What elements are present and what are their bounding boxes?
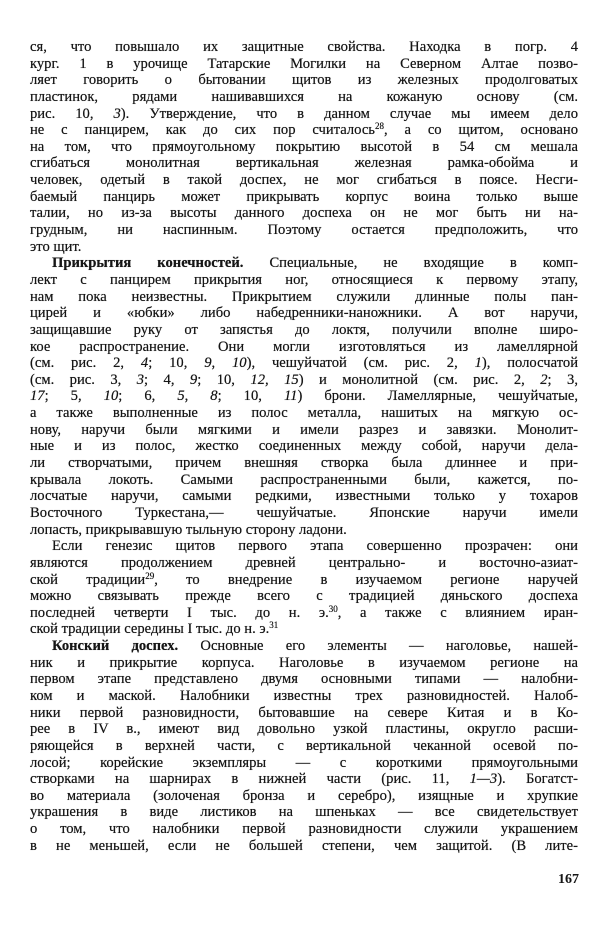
figure-ref: 3 <box>113 105 121 122</box>
figure-ref: 3 <box>136 371 145 388</box>
page-number: 167 <box>558 872 579 887</box>
text-run: ; 3, <box>547 371 578 388</box>
text-run: ные и из полос, жестко соединенных между собой, наручи дела- <box>30 438 578 455</box>
text-run: а также выполненные из полос металла, нашитых на мягкую ос- <box>30 405 578 422</box>
text-run: рее в IV в., имеют вид довольно узкой пластины, округло расши- <box>30 721 578 738</box>
text-line <box>30 555 578 572</box>
text-run: последней четверти I тыс. до н. э. <box>30 604 329 621</box>
text-line <box>30 388 578 405</box>
text-run: ; 10, <box>197 371 251 388</box>
footnote-ref: 30 <box>328 603 338 614</box>
text-line <box>30 39 578 56</box>
text-line <box>30 688 578 705</box>
text-run: ; 10, <box>148 355 205 372</box>
text-run: крывала локоть. Самыми распространенными были, кажется, по- <box>30 471 578 488</box>
text-run: в не меньшей, если не большей степени, чем защитой. (В лите- <box>30 837 578 854</box>
text-run: ) брони. Ламеллярные, чешуйчатые, <box>297 388 579 405</box>
text-line <box>30 505 578 522</box>
text-line <box>30 422 578 439</box>
text-run: , <box>184 388 211 405</box>
paragraph <box>30 255 578 538</box>
text-run: Восточного Туркестана,— чешуйчатые. Японские наручи имели <box>30 504 578 521</box>
text-line <box>30 804 578 821</box>
text-line <box>30 355 578 372</box>
text-run: створками на шарнирах в нижней части (рис. 11, <box>30 771 470 788</box>
figure-ref: 12, 15 <box>250 371 299 388</box>
text-line <box>30 838 578 855</box>
text-line <box>30 821 578 838</box>
text-line <box>30 755 578 772</box>
text-run: ), полосчатой <box>481 355 579 372</box>
text-run: талии, но из-за высоты данного доспеха он не мог быть ни на- <box>30 205 578 222</box>
text-line <box>30 438 578 455</box>
text-line <box>30 289 578 306</box>
text-run: сгибаться монолитная вертикальная железная рамка-обойма и <box>30 155 578 172</box>
text-line <box>30 239 578 256</box>
text-line <box>30 605 578 622</box>
text-line <box>30 322 578 339</box>
text-run: ; 10, <box>217 388 284 405</box>
text-run: ряющейся в верхней части, с вертикальной чеканной осевой по- <box>30 737 578 754</box>
text-run: Если генезис щитов первого этапа совершенно прозрачен: они <box>52 538 578 555</box>
figure-ref: 9 <box>189 371 198 388</box>
text-run: рис. 10, <box>30 105 114 122</box>
text-run: ской традиции середины I тыс. до н. э. <box>30 621 270 638</box>
text-run: на том, что прямоугольному покрытию высотой в 54 см мешала <box>30 138 578 155</box>
text-line <box>30 405 578 422</box>
figure-ref: 4 <box>140 355 149 372</box>
text-run: кург. 1 в урочище Татарские Могилки на Северном Алтае позво- <box>30 55 578 72</box>
text-run: (см. рис. 2, <box>30 355 141 372</box>
text-run: ся, что повышало их защитные свойства. Находка в погр. 4 <box>30 39 578 55</box>
text-line <box>30 339 578 356</box>
text-run: лосчатые наручи, самыми редкими, известными только у тохаров <box>30 488 578 505</box>
figure-ref: 10 <box>103 388 119 405</box>
figure-ref: 1 <box>474 355 482 372</box>
text-run: нову, наручи были мягкими и имели разрез и завязки. Монолит- <box>30 421 578 438</box>
text-line <box>30 155 578 172</box>
text-run: можно связывать прежде всего с традицией дяньского доспеха <box>30 588 578 605</box>
text-run: , <box>211 355 232 372</box>
text-line <box>30 638 578 655</box>
text-line <box>30 305 578 322</box>
text-line <box>30 538 578 555</box>
text-line <box>30 771 578 788</box>
figure-ref: 11 <box>283 388 298 405</box>
text-run: ) и монолитной (см. рис. 2, <box>298 371 541 388</box>
text-line <box>30 488 578 505</box>
paragraph <box>30 39 578 255</box>
text-line <box>30 788 578 805</box>
text-run: ; 5, <box>44 388 104 405</box>
text-run: ). Богатст- <box>497 771 578 788</box>
text-run: человек, одетый в такой доспех, не мог сгибаться в поясе. Несги- <box>30 172 578 189</box>
text-run: ). Утверждение, что в данном случае мы имеем дело <box>120 105 578 122</box>
footnote-ref: 28 <box>374 121 384 132</box>
text-run: о том, что налобники первой разновидности служили украшением <box>30 821 578 838</box>
text-run: Основные его элементы — наголовье, нашей- <box>178 638 579 655</box>
text-line <box>30 56 578 73</box>
text-run: ком и маской. Налобники известны трех разновидностей. Налоб- <box>30 687 578 704</box>
text-line <box>30 189 578 206</box>
section-heading: Прикрытия конечностей. <box>52 255 244 272</box>
text-run: лопасть, прикрывавшую тыльную сторону ладони. <box>30 521 347 538</box>
text-run: Специальные, не входящие в комп- <box>243 255 578 272</box>
text-line <box>30 272 578 289</box>
text-line <box>30 372 578 389</box>
text-run: ник и прикрытие корпуса. Наголовье в изучаемом регионе на <box>30 654 578 671</box>
text-line <box>30 106 578 123</box>
paragraph <box>30 538 578 638</box>
text-run: ; 4, <box>144 371 190 388</box>
figure-ref: 8 <box>210 388 218 405</box>
figure-ref: 10 <box>232 355 247 372</box>
text-run: (см. рис. 3, <box>30 371 137 388</box>
text-line <box>30 655 578 672</box>
text-line <box>30 572 578 589</box>
text-line <box>30 139 578 156</box>
text-line <box>30 89 578 106</box>
text-run: ники первой разновидности, бытовавшие на севере Китая и в Ко- <box>30 704 578 721</box>
text-line <box>30 522 578 539</box>
text-run: во материала (золоченая бронза и серебро), изящные и хрупкие <box>30 787 578 804</box>
text-run: это щит. <box>30 238 82 255</box>
text-run: не с панцирем, как до сих пор считалось <box>30 122 375 139</box>
page-body-text <box>30 39 578 854</box>
text-run: лект с панцирем прикрытия ног, относящиеся к первому этапу, <box>30 271 578 288</box>
figure-ref: 1—3 <box>469 771 498 788</box>
text-line <box>30 122 578 139</box>
text-run: ; 6, <box>118 388 178 405</box>
text-line <box>30 721 578 738</box>
text-run: баемый панцирь может прикрывать корпус воина только выше <box>30 188 578 205</box>
text-line <box>30 172 578 189</box>
text-run: ли створчатыми, причем внешняя створка была длиннее и при- <box>30 455 578 472</box>
text-run: ляет говорить о бытовании щитов из железных продолговатых <box>30 72 578 89</box>
text-line <box>30 455 578 472</box>
figure-ref: 2 <box>540 371 548 388</box>
text-line <box>30 205 578 222</box>
text-run: , а также с влиянием иран- <box>337 604 578 621</box>
text-line <box>30 472 578 489</box>
text-run: нам пока неизвестны. Прикрытием служили длинные полы пан- <box>30 288 578 305</box>
paragraph <box>30 638 578 854</box>
text-line <box>30 705 578 722</box>
text-line <box>30 255 578 272</box>
text-line <box>30 671 578 688</box>
text-run: пластинок, рядами нашивавшихся на кожаную основу (см. <box>30 88 578 105</box>
text-line <box>30 738 578 755</box>
text-run: первом этапе представлено двумя основными типами — налобни- <box>30 671 578 688</box>
text-run: защищавшие руку от запястья до локтя, получили вполне широ- <box>30 321 578 338</box>
figure-ref: 17 <box>30 388 45 405</box>
section-heading: Конский доспех. <box>52 638 179 655</box>
text-run: лосой; корейские экземпляры — с короткими прямоугольными <box>30 754 578 771</box>
text-run: грудным, ни наспинным. Поэтому остается предположить, что <box>30 222 578 239</box>
text-line <box>30 72 578 89</box>
footnote-ref: 29 <box>145 570 155 581</box>
text-run: кое распространение. Они могли изготовляться из ламеллярной <box>30 338 578 355</box>
text-line <box>30 222 578 239</box>
text-line <box>30 621 578 638</box>
text-run: ской традиции <box>30 571 146 588</box>
text-line <box>30 588 578 605</box>
text-run: являются продолжением древней центрально- и восточно-азиат- <box>30 554 578 571</box>
figure-ref: 5 <box>177 388 185 405</box>
text-run: цирей и «юбки» либо набедренники-наножники. А вот наручи, <box>30 305 578 322</box>
footnote-ref: 31 <box>269 620 279 631</box>
text-run: украшения в виде листиков на шпеньках — все свидетельствует <box>30 804 578 821</box>
text-run: , то внедрение в изучаемом регионе наручей <box>154 571 579 588</box>
figure-ref: 9 <box>204 355 212 372</box>
text-run: , а со щитом, основано <box>383 122 578 139</box>
text-run: ), чешуйчатой (см. рис. 2, <box>246 355 475 372</box>
